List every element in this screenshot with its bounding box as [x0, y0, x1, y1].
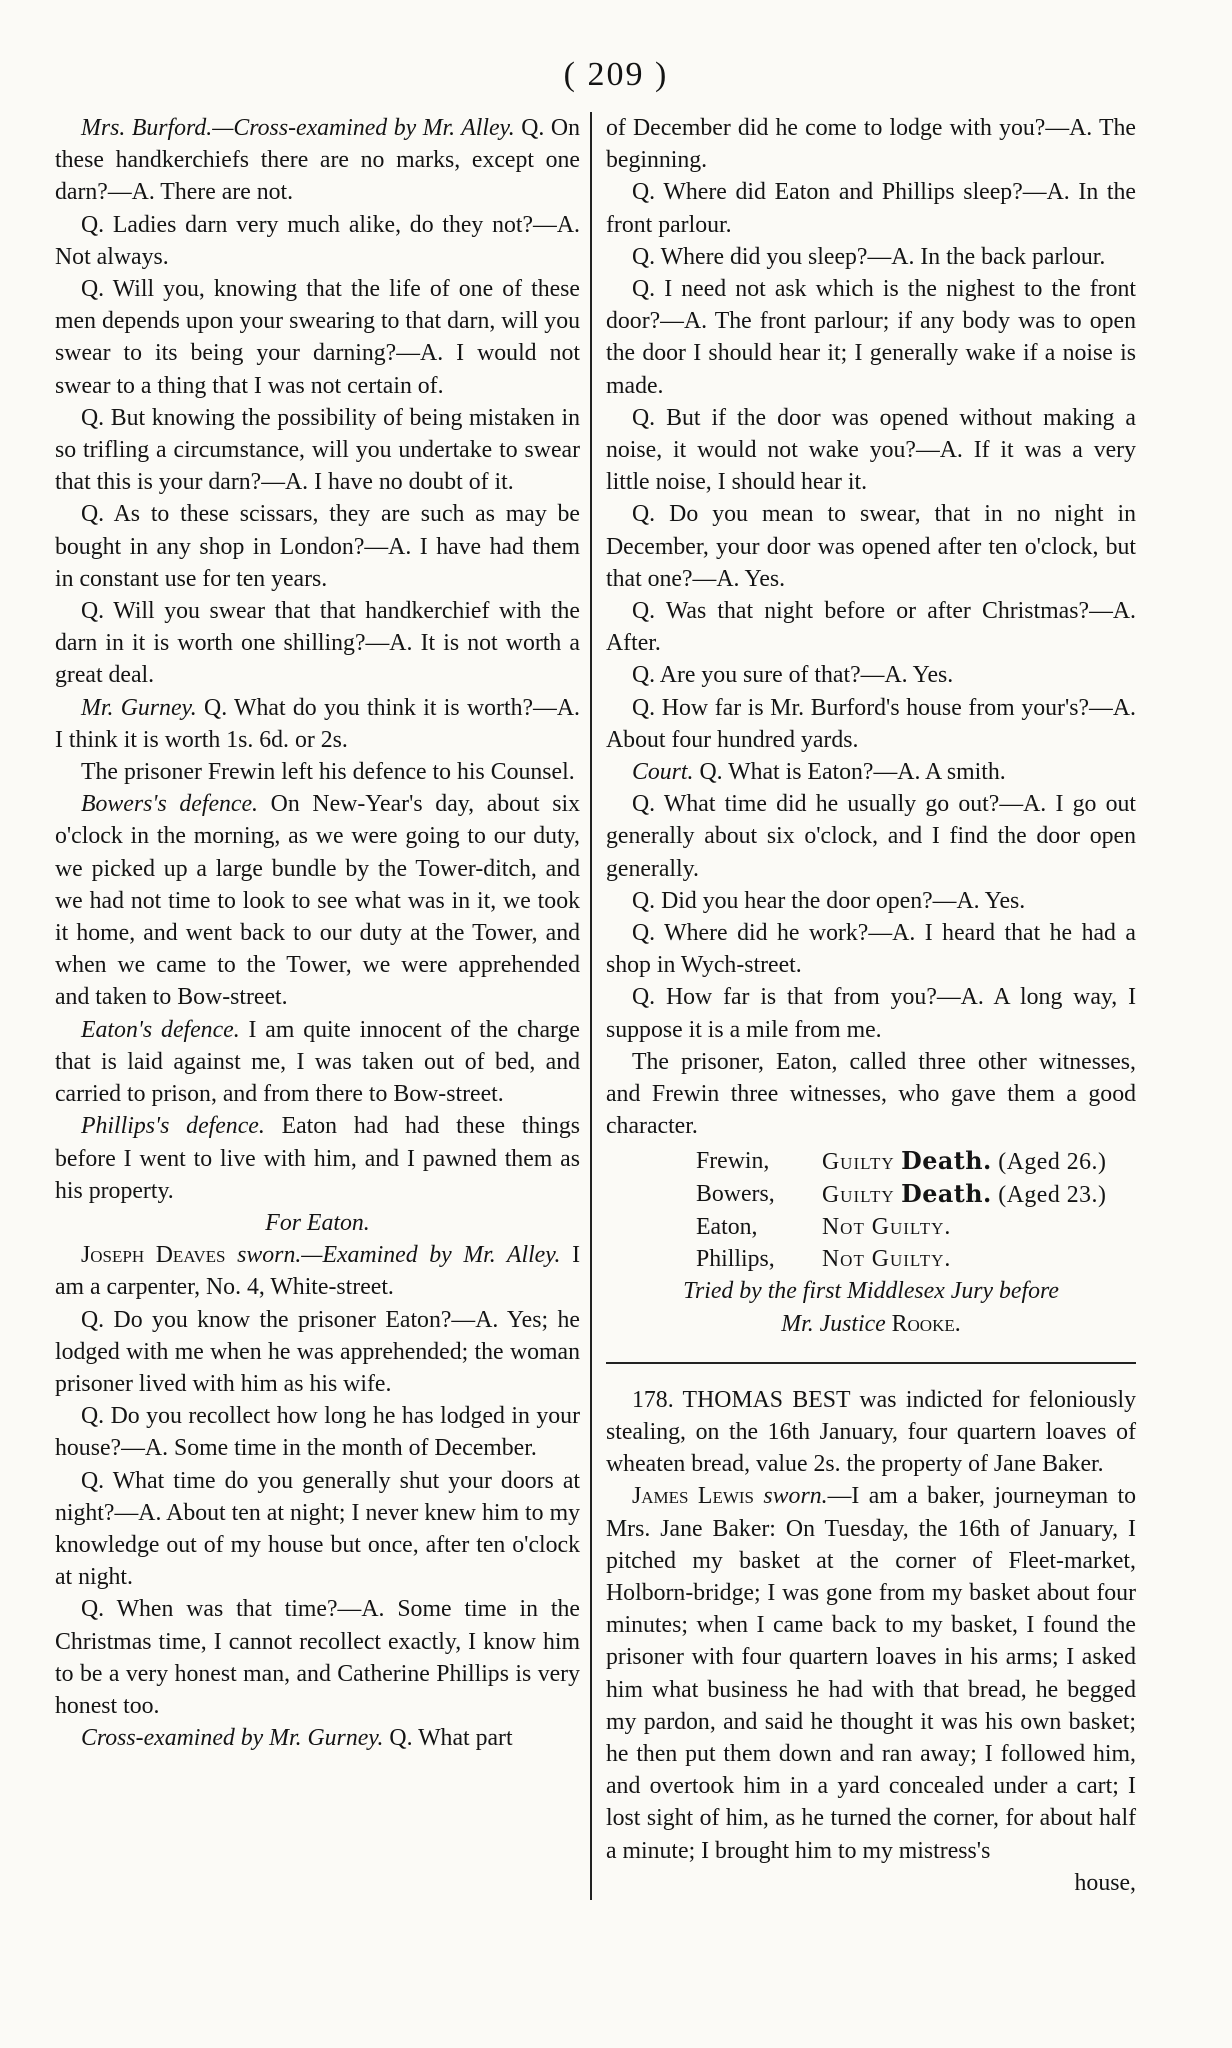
- paragraph-text: of December did he come to lodge with you?—A. The beginning.: [606, 115, 1136, 174]
- column-divider: [590, 112, 592, 1900]
- left-column-paragraph: [55, 692, 580, 756]
- right-column-paragraph: [606, 402, 1136, 499]
- right-column-paragraph: [606, 112, 1136, 176]
- right-column-paragraph: [606, 498, 1136, 595]
- verdict-text: [822, 1211, 951, 1243]
- verdict-row: [696, 1211, 1136, 1243]
- speaker-lead: Mr. Gurney.: [81, 694, 197, 721]
- paragraph-text: Q. What time did he usually go out?—A. I go out generally about six o'clock, and I find the door open generally.: [606, 791, 1136, 882]
- verdict-list: [696, 1145, 1136, 1276]
- right-column-paragraphs: [606, 112, 1136, 1143]
- speaker-lead: sworn.: [754, 1483, 828, 1510]
- left-column-paragraph: [55, 1239, 580, 1303]
- paragraph-text: Q. Will you, knowing that the life of one of these men depends upon your swearing to that darn, will you swear to its being your darning?—A. I would not swear to a thing that I was not certain of.: [55, 276, 580, 399]
- verdict: Not Guilty.: [822, 1213, 952, 1240]
- speaker-lead: Eaton's defence.: [81, 1016, 240, 1043]
- paragraph-text: I am a carpenter, No. 4, White-street.: [55, 1242, 581, 1301]
- left-column-paragraph: [55, 788, 580, 1013]
- speaker-lead: Court.: [632, 759, 694, 786]
- speaker-lead: sworn.—Examined by Mr. Alley.: [225, 1242, 561, 1269]
- prisoner-age: (Aged 26.): [998, 1148, 1107, 1175]
- paragraph-text: Q. Do you know the prisoner Eaton?—A. Yes; he lodged with me when he was apprehended; the woman prisoner lived with him as his wife.: [55, 1306, 580, 1397]
- paragraph-text: The prisoner, Eaton, called three other witnesses, and Frewin three witnesses, who gave them a good character.: [606, 1048, 1136, 1140]
- left-column-paragraph: [55, 209, 580, 273]
- verdict-row: [696, 1145, 1136, 1178]
- catchword: house,: [1074, 1869, 1136, 1896]
- left-column-paragraph: [55, 1110, 580, 1207]
- sentence: Death.: [901, 1179, 992, 1208]
- prisoner-age: (Aged 23.): [998, 1181, 1107, 1208]
- case-178-paragraph: [606, 1384, 1136, 1481]
- paragraph-text: Q. Ladies darn very much alike, do they not?—A. Not always.: [55, 211, 580, 270]
- page-number: ( 209 ): [563, 56, 669, 93]
- paragraph-text: Q. Was that night before or after Christmas?—A. After.: [606, 598, 1136, 657]
- paragraph-text: Q. On these handkerchiefs there are no marks, except one darn?—A. There are not.: [55, 115, 580, 206]
- paragraph-text: Q. But knowing the possibility of being mistaken in so trifling a circumstance, will you undertake to swear that this is your darn?—A. I have no doubt of it.: [55, 404, 580, 496]
- paragraph-text: Eaton had had these things before I went to live with him, and I pawned them as his property.: [55, 1113, 580, 1204]
- paragraph-text: I am quite innocent of the charge that is laid against me, I was taken out of bed, and carried to prison, and from there to Bow-street.: [55, 1016, 580, 1108]
- paragraph-text: Q. Will you swear that that handkerchief with the darn in it is worth one shilling?—A. It is not worth a great deal.: [55, 598, 580, 689]
- verdict: Guilty: [822, 1148, 895, 1175]
- left-column-paragraph: [55, 1722, 580, 1754]
- right-column-paragraph: [606, 756, 1136, 788]
- left-column-paragraph: [55, 1465, 580, 1594]
- right-column-paragraph: [606, 885, 1136, 917]
- paragraph-text: Q. When was that time?—A. Some time in the Christmas time, I cannot recollect exactly, I know him to be a very honest man, and Catherine Phillips is very honest too.: [55, 1596, 580, 1719]
- paragraph-text: Q. How far is that from you?—A. A long way, I suppose it is a mile from me.: [606, 984, 1136, 1043]
- speaker-lead: Bowers's defence.: [81, 791, 258, 818]
- paragraph-text: The prisoner Frewin left his defence to his Counsel.: [81, 759, 575, 786]
- speaker-name: Joseph Deaves: [81, 1242, 226, 1269]
- verdict: Not Guilty.: [822, 1246, 952, 1273]
- paragraph-text: Q. Did you hear the door open?—A. Yes.: [632, 887, 1026, 914]
- case-178-paragraph: [606, 1480, 1136, 1866]
- right-column-paragraph: [606, 241, 1136, 273]
- right-column-paragraph: [606, 981, 1136, 1045]
- speaker-name: James Lewis: [632, 1483, 754, 1510]
- judge-name: Rooke.: [891, 1310, 961, 1337]
- speaker-lead: Cross-examined by Mr. Gurney.: [81, 1725, 384, 1752]
- left-column: [55, 112, 580, 1754]
- paragraph-text: Q. Do you recollect how long he has lodged in your house?—A. Some time in the month of December.: [55, 1403, 580, 1462]
- paragraph-text: Q. As to these scissars, they are such as may be bought in any shop in London?—A. I have had them in constant use for ten years.: [55, 501, 580, 592]
- paragraph-text: —I am a baker, journeyman to Mrs. Jane Baker: On Tuesday, the 16th of January, I pitched my basket at the corner of Fleet-market, Holborn-bridge; I was gone from my basket about four minutes; when I came back to my basket, I found the prisoner with four quartern loaves in his arms; I asked him what business he had with that bread, he begged my pardon, and said he thought it was his own basket; he then put them down and ran away; I followed him, and overtook him in a yard concealed under a cart; I lost sight of him, as he turned the corner, for about half a minute; I brought him to my mistress's: [606, 1483, 1137, 1864]
- trial-note-prefix: Mr. Justice: [781, 1310, 892, 1337]
- prisoner-name: Phillips,: [696, 1246, 775, 1273]
- paragraph-text: Q. Where did you sleep?—A. In the back parlour.: [632, 243, 1106, 270]
- paragraph-text: Q. Where did Eaton and Phillips sleep?—A. In the front parlour.: [606, 179, 1136, 238]
- speaker-lead: Phillips's defence.: [81, 1113, 265, 1140]
- right-column-paragraph: [606, 692, 1136, 756]
- paragraph-text: Q. What is Eaton?—A. A smith.: [693, 759, 1006, 786]
- right-column: [606, 112, 1136, 1899]
- paragraph-text: Q. What part: [383, 1725, 513, 1752]
- left-column-paragraph: [55, 498, 580, 595]
- case-separator-rule: [606, 1362, 1136, 1364]
- prisoner-name: Frewin,: [696, 1147, 770, 1174]
- paragraph-text: Q. How far is Mr. Burford's house from your's?—A. About four hundred yards.: [606, 694, 1136, 753]
- left-column-paragraph: [55, 756, 580, 788]
- left-column-paragraph: [55, 1014, 580, 1111]
- paragraph-text: On New-Year's day, about six o'clock in the morning, as we were going to our duty, we picked up a large bundle by the Tower-ditch, and we had not time to look to see what was in it, we took it home, and went back to our duty at the Tower, and when we came to the Tower, we were apprehended and taken to Bow-street.: [55, 791, 580, 1011]
- right-column-paragraph: [606, 176, 1136, 240]
- prisoner-name: Bowers,: [696, 1180, 775, 1207]
- paragraph-text: Q. What do you think it is worth?—A. I think it is worth 1s. 6d. or 2s.: [55, 694, 580, 753]
- left-column-paragraph: [55, 595, 580, 692]
- left-column-paragraph: [55, 1400, 580, 1464]
- sentence: Death.: [901, 1146, 992, 1175]
- right-column-paragraph: [606, 788, 1136, 885]
- verdict-row: [696, 1178, 1136, 1211]
- verdict-row: [696, 1243, 1136, 1275]
- paragraph-text: Q. What time do you generally shut your doors at night?—A. About ten at night; I never knew him to my knowledge out of my house but once, after ten o'clock at night.: [55, 1467, 580, 1591]
- right-column-paragraph: [606, 273, 1136, 402]
- left-column-paragraph: [55, 273, 580, 402]
- trial-note-line-1: Tried by the first Middlesex Jury before: [683, 1278, 1059, 1305]
- left-column-paragraph: [55, 1593, 580, 1722]
- right-column-paragraph: [606, 1046, 1136, 1143]
- verdict-text: [822, 1243, 951, 1275]
- verdict-text: [822, 1178, 1106, 1211]
- right-column-paragraph: [606, 595, 1136, 659]
- paragraph-text: Q. Where did he work?—A. I heard that he had a shop in Wych-street.: [606, 920, 1136, 979]
- paragraph-text: Q. But if the door was opened without making a noise, it would not wake you?—A. If it was a very little noise, I should hear it.: [606, 404, 1136, 496]
- paragraph-text: Q. Do you mean to swear, that in no night in December, your door was opened after ten o'clock, but that one?—A. Yes.: [606, 501, 1136, 592]
- left-column-heading: For Eaton.: [265, 1209, 370, 1236]
- speaker-lead: Mrs. Burford.—Cross-examined by Mr. Alley.: [81, 115, 515, 141]
- left-column-paragraph: [55, 402, 580, 499]
- left-column-paragraph: [55, 112, 580, 209]
- right-column-paragraph: [606, 917, 1136, 981]
- left-column-paragraph: [55, 1304, 580, 1401]
- case-178: [606, 1384, 1136, 1867]
- verdict: Guilty: [822, 1181, 895, 1208]
- trial-note-line-2: [606, 1308, 1136, 1340]
- paragraph-text: Q. Are you sure of that?—A. Yes.: [632, 662, 954, 689]
- paragraph-text: 178. THOMAS BEST was indicted for feloniously stealing, on the 16th January, four quartern loaves of wheaten bread, value 2s. the property of Jane Baker.: [606, 1386, 1136, 1478]
- paragraph-text: Q. I need not ask which is the nighest to the front door?—A. The front parlour; if any body was to open the door I should hear it; I generally wake if a noise is made.: [606, 276, 1136, 399]
- right-column-paragraph: [606, 659, 1136, 691]
- verdict-text: [822, 1145, 1106, 1178]
- prisoner-name: Eaton,: [696, 1213, 758, 1240]
